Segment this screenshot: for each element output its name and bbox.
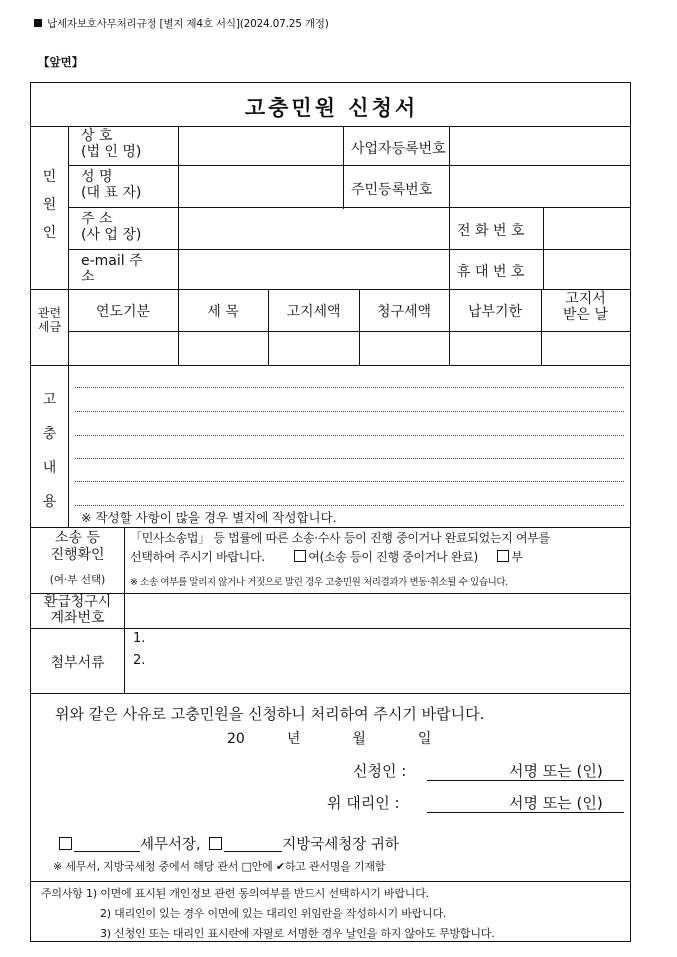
note-item-2: 2) 대리인이 있는 경우 이면에 있는 대리인 위임란을 작성하시기 바랍니다. xyxy=(100,907,447,920)
regional-office-label: 지방국세청장 귀하 xyxy=(282,837,399,853)
notes-label: 주의사항 xyxy=(41,887,83,900)
resident-no-label: 주민등록번호 xyxy=(351,182,433,198)
attachment-item-1[interactable]: 1. xyxy=(133,631,146,646)
note-item-3: 3) 신청인 또는 대리인 표시란에 자필로 서명한 경우 날인을 하지 않아도 무방합니다. xyxy=(100,927,495,940)
refund-account-field[interactable] xyxy=(125,594,630,628)
applicant-sign-label: 신청인 : xyxy=(353,762,407,780)
agent-sign-label: 위 대리인 : xyxy=(327,794,400,812)
litigation-warning: ※ 소송 여부를 말리지 않거나 거짓으로 말린 경우 고충민원 처리결과가 변동·취소될 수 있습니다. xyxy=(130,577,508,588)
front-page-label: 【앞면】 xyxy=(38,55,84,69)
litigation-text-1: 「민사소송법」 등 법률에 따른 소송·수사 등이 진행 중이거나 완료되었는지 여부를 xyxy=(130,531,550,545)
applicant-section-text: 민 원 인 xyxy=(42,169,57,241)
complaint-form xyxy=(30,82,631,942)
regional-office-name-field[interactable] xyxy=(224,837,282,852)
tax-col-notice-received: 고지서 받은 날 xyxy=(562,291,609,323)
phone-field[interactable] xyxy=(544,208,630,249)
regulation-text: 납세자보호사무처리규정 [별지 제4호 서식](2024.07.25 개정) xyxy=(47,18,329,30)
attachments-section-label: 첨부서류 xyxy=(50,655,105,671)
tax-row-fields[interactable] xyxy=(69,332,630,365)
date-prefix: 20 xyxy=(227,731,245,747)
tax-col-notice-amount: 고지세액 xyxy=(286,304,341,320)
litigation-no-checkbox[interactable] xyxy=(497,550,509,562)
applicant-section-label xyxy=(31,163,68,247)
tax-col-due-date: 납부기한 xyxy=(467,304,523,320)
tax-office-label: 세무서장, xyxy=(140,837,201,853)
tax-section-label: 관련 세금 xyxy=(37,306,62,334)
date-year-label: 년 xyxy=(286,731,301,747)
phone-label: 전 화 번 호 xyxy=(457,223,525,239)
square-bullet-icon xyxy=(34,19,42,27)
email-field[interactable] xyxy=(179,250,449,289)
date-day-label: 일 xyxy=(417,731,432,747)
litigation-text-2 xyxy=(130,548,523,565)
recipient-line xyxy=(57,833,399,854)
biz-reg-no-label: 사업자등록번호 xyxy=(351,141,446,157)
regulation-header xyxy=(34,16,329,31)
notes-block xyxy=(41,885,429,901)
representative-name-label: 성 명 (대 표 자) xyxy=(81,169,142,201)
address-field[interactable] xyxy=(179,208,449,249)
refund-section-label: 환급청구시 계좌번호 xyxy=(43,594,112,626)
content-section-text: 고 충 내 용 xyxy=(42,392,57,510)
form-title: 고충민원 신청서 xyxy=(244,96,419,120)
email-label: e-mail 주 소 xyxy=(81,253,143,285)
request-statement: 위와 같은 사유로 고충민원을 신청하니 처리하여 주시기 바랍니다. xyxy=(55,705,485,723)
resident-no-field[interactable] xyxy=(450,166,630,207)
litigation-yes-label: 여(소송 등이 진행 중이거나 완료) xyxy=(308,550,478,564)
applicant-signature[interactable]: 서명 또는 (인) xyxy=(509,762,603,780)
tax-col-year: 연도기분 xyxy=(95,304,151,320)
trade-name-field[interactable] xyxy=(179,127,343,165)
tax-col-item: 세 목 xyxy=(207,304,239,320)
litigation-yes-checkbox[interactable] xyxy=(294,550,306,562)
content-note: ※ 작성할 사항이 많을 경우 별지에 작성합니다. xyxy=(81,510,337,525)
request-date[interactable] xyxy=(227,728,431,748)
representative-name-field[interactable] xyxy=(179,166,343,207)
mobile-label: 휴 대 번 호 xyxy=(457,264,525,280)
complaint-content-field[interactable] xyxy=(69,366,630,506)
tax-col-claim-amount: 청구세액 xyxy=(376,304,432,320)
biz-reg-no-field[interactable] xyxy=(450,127,630,165)
agent-signature[interactable]: 서명 또는 (인) xyxy=(509,794,603,812)
tax-office-name-field[interactable] xyxy=(74,837,140,852)
litigation-section-sub: (여·부 선택) xyxy=(49,574,106,586)
regional-office-checkbox[interactable] xyxy=(209,837,222,850)
address-label: 주 소 (사 업 장) xyxy=(81,211,142,243)
trade-name-label: 상 호 (법 인 명) xyxy=(81,128,142,160)
litigation-no-label: 부 xyxy=(511,550,523,564)
tax-office-checkbox[interactable] xyxy=(59,837,72,850)
note-item-1: 1) 이면에 표시된 개인정보 관련 동의여부를 반드시 선택하시기 바랍니다. xyxy=(86,887,429,900)
attachment-item-2[interactable]: 2. xyxy=(133,653,146,668)
litigation-text-2-span: 선택하여 주시기 바랍니다. xyxy=(130,550,265,564)
mobile-field[interactable] xyxy=(544,250,630,289)
litigation-section-label: 소송 등 진행확인 xyxy=(50,530,105,563)
date-month-label: 월 xyxy=(352,731,366,747)
content-section-label xyxy=(31,383,68,519)
recipient-note: ※ 세무서, 지방국세청 중에서 해당 관서 □안에 ✔하고 관서명을 기재함 xyxy=(53,860,386,873)
